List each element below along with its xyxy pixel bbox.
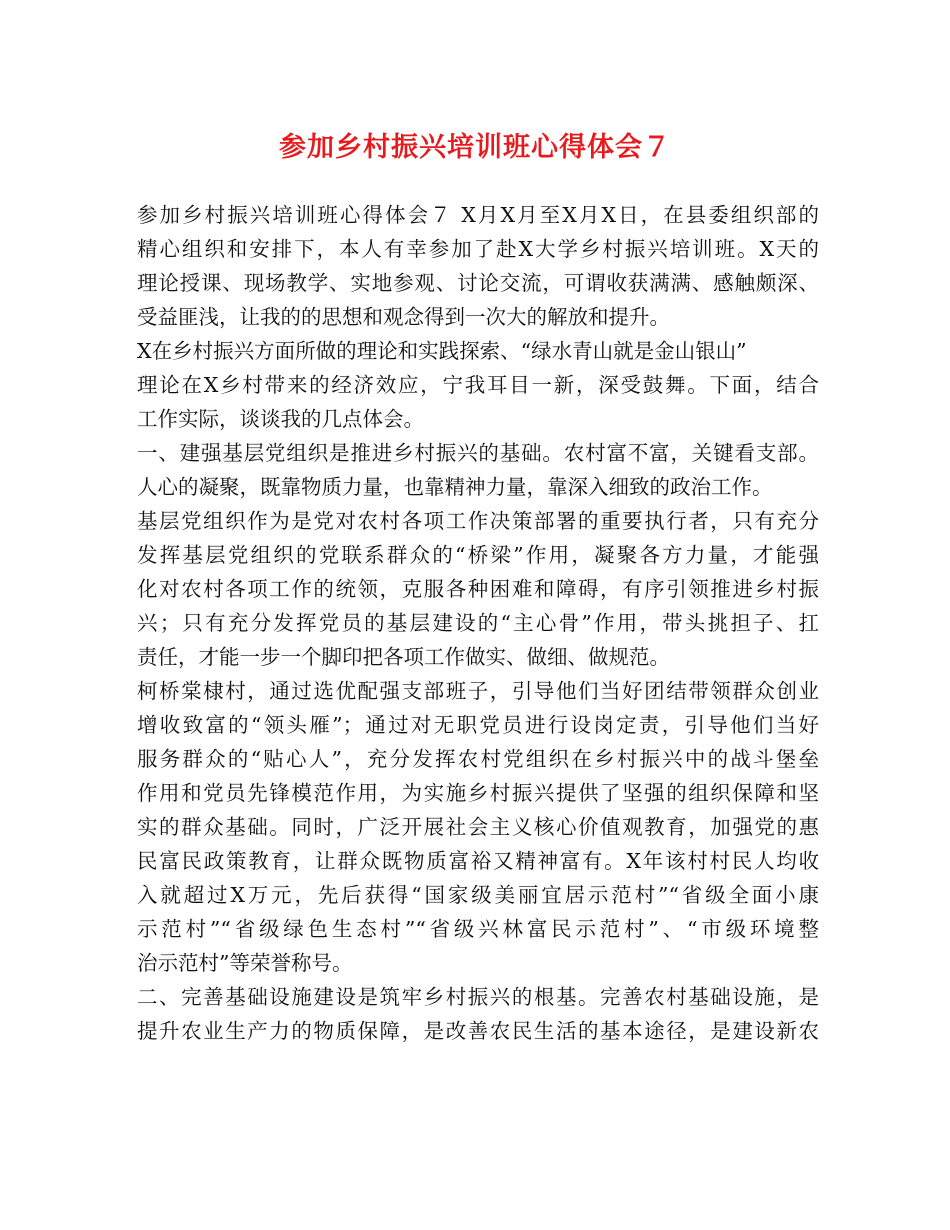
body-line: 理论授课、现场教学、实地参观、讨论交流，可谓收获满满、感触颇深、: [137, 271, 819, 295]
body-line: 提升农业生产力的物质保障，是改善农民生活的基本途径，是建设新农: [137, 1019, 819, 1043]
body-line: 基层党组织作为是党对农村各项工作决策部署的重要执行者，只有充分: [137, 509, 819, 533]
body-line: 精心组织和安排下，本人有幸参加了赴X大学乡村振兴培训班。X天的: [137, 237, 819, 261]
body-line: 实的群众基础。同时，广泛开展社会主义核心价值观教育，加强党的惠: [137, 815, 819, 839]
body-line: 工作实际，谈谈我的几点体会。: [137, 407, 424, 431]
body-line: 兴；只有充分发挥党员的基层建设的“主心骨”作用，带头挑担子、扛: [137, 611, 819, 635]
body-line: X在乡村振兴方面所做的理论和实践探索、“绿水青山就是金山银山”: [137, 339, 747, 363]
body-line: 柯桥棠棣村，通过选优配强支部班子，引导他们当好团结带领群众创业: [137, 679, 819, 703]
body-line: 作用和党员先锋模范作用，为实施乡村振兴提供了坚强的组织保障和坚: [137, 781, 819, 805]
body-line: 二、完善基础设施建设是筑牢乡村振兴的根基。完善农村基础设施，是: [137, 985, 819, 1009]
body-line: 受益匪浅，让我的的思想和观念得到一次大的解放和提升。: [137, 305, 670, 329]
body-line: 入就超过X万元，先后获得“国家级美丽宜居示范村”“省级全面小康: [137, 883, 819, 907]
body-line: 民富民政策教育，让群众既物质富裕又精神富有。X年该村村民人均收: [137, 849, 819, 873]
body-line: 参加乡村振兴培训班心得体会７ X月X月至X月X日，在县委组织部的: [137, 203, 819, 227]
body-line: 化对农村各项工作的统领，克服各种困难和障碍，有序引领推进乡村振: [137, 577, 819, 601]
document-title: 参加乡村振兴培训班心得体会７: [279, 132, 671, 163]
body-line: 一、建强基层党组织是推进乡村振兴的基础。农村富不富，关键看支部。: [137, 441, 819, 465]
body-line: 人心的凝聚，既靠物质力量，也靠精神力量，靠深入细致的政治工作。: [137, 475, 773, 499]
body-line: 示范村”“省级绿色生态村”“省级兴林富民示范村”、“市级环境整: [137, 917, 819, 941]
body-line: 服务群众的“贴心人”，充分发挥农村党组织在乡村振兴中的战斗堡垒: [137, 747, 819, 771]
document-body: [137, 198, 819, 1048]
body-line: 责任，才能一步一个脚印把各项工作做实、做细、做规范。: [137, 645, 670, 669]
body-line: 增收致富的“领头雁”；通过对无职党员进行设岗定责，引导他们当好: [137, 713, 819, 737]
body-line: 治示范村”等荣誉称号。: [137, 951, 353, 975]
body-line: 理论在X乡村带来的经济效应，宁我耳目一新，深受鼓舞。下面，结合: [137, 373, 819, 397]
body-line: 发挥基层党组织的党联系群众的“桥梁”作用，凝聚各方力量，才能强: [137, 543, 819, 567]
